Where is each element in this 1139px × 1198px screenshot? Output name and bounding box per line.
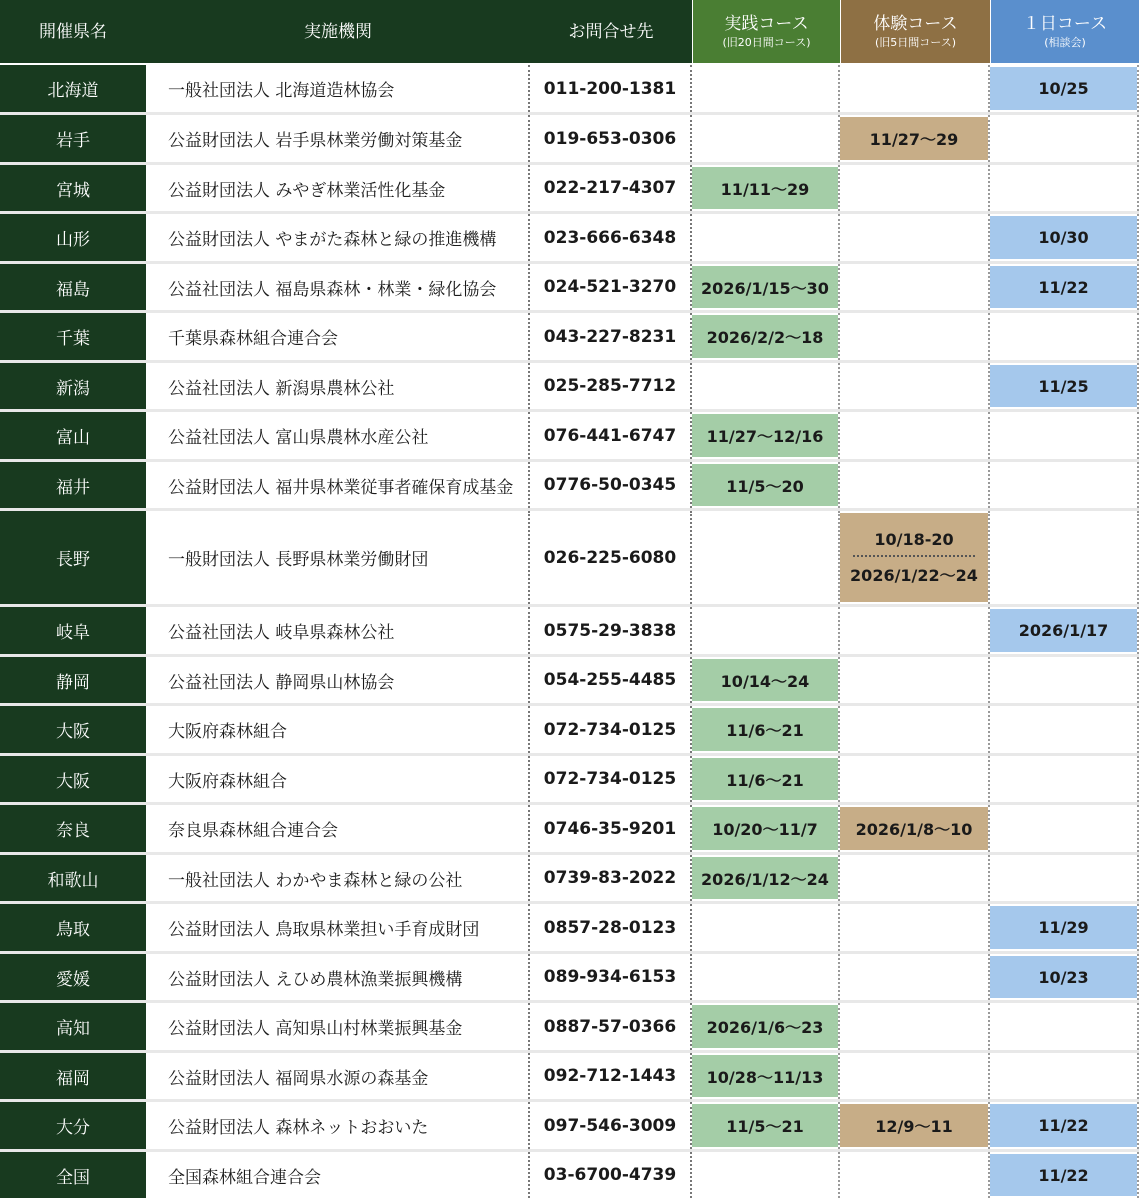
oneday-date: [990, 414, 1137, 457]
experience-cell: [840, 313, 990, 360]
practice-date-text: 10/14〜24: [720, 671, 810, 691]
tel-cell: 0776-50-0345: [530, 462, 692, 508]
oneday-cell: [990, 657, 1139, 703]
experience-cell: [840, 214, 990, 261]
table-row: [0, 1152, 1139, 1198]
experience-date: [840, 708, 988, 751]
oneday-date: [990, 807, 1137, 850]
table-header: [0, 0, 1139, 63]
table-row: [0, 607, 1139, 657]
practice-cell: [692, 412, 840, 459]
oneday-date: [990, 758, 1137, 800]
practice-cell: [692, 706, 840, 753]
table-row: [0, 756, 1139, 805]
oneday-cell: [990, 756, 1139, 802]
tel-cell: 0746-35-9201: [530, 805, 692, 852]
experience-date: [840, 659, 988, 701]
practice-date: [692, 414, 838, 457]
experience-date: [840, 1154, 988, 1196]
oneday-date: [990, 266, 1137, 308]
pref-cell: 高知: [0, 1003, 146, 1050]
experience-date: [840, 117, 988, 160]
practice-date-text: 2026/1/15〜30: [701, 278, 829, 298]
table-row: [0, 462, 1139, 511]
tel-cell: 0857-28-0123: [530, 904, 692, 951]
experience-date: [840, 216, 988, 259]
org-cell: 公益財団法人 やまがた森林と緑の推進機構: [146, 214, 530, 261]
practice-date: [692, 365, 838, 407]
practice-cell: [692, 607, 840, 654]
practice-date: [692, 216, 838, 259]
tel-cell: 03-6700-4739: [530, 1152, 692, 1198]
oneday-date: [990, 117, 1137, 160]
pref-cell: 宮城: [0, 165, 146, 211]
oneday-cell: [990, 115, 1139, 162]
date-divider: [853, 555, 974, 557]
pref-cell: 千葉: [0, 313, 146, 360]
tel-cell: 022-217-4307: [530, 165, 692, 211]
practice-cell: [692, 264, 840, 310]
pref-cell: 鳥取: [0, 904, 146, 951]
experience-cell: [840, 904, 990, 951]
pref-cell: 新潟: [0, 363, 146, 409]
oneday-date: [990, 1055, 1137, 1097]
tel-cell: 026-225-6080: [530, 511, 692, 604]
experience-cell: [840, 65, 990, 112]
oneday-date-text: 10/23: [1038, 967, 1089, 987]
practice-date-text: 11/27〜12/16: [706, 427, 824, 446]
oneday-date-text: 11/22: [1038, 1116, 1089, 1135]
tel-cell: 011-200-1381: [530, 65, 692, 112]
org-cell: 奈良県森林組合連合会: [146, 805, 530, 852]
tel-cell: 076-441-6747: [530, 412, 692, 459]
tel-cell: 024-521-3270: [530, 264, 692, 310]
org-cell: 大阪府森林組合: [146, 756, 530, 802]
table-row: [0, 855, 1139, 904]
practice-date: [692, 117, 838, 160]
pref-cell: 大分: [0, 1102, 146, 1149]
practice-date-text: 2026/2/2〜18: [706, 328, 824, 347]
header-tel: お問合せ先: [530, 0, 692, 63]
pref-cell: 大阪: [0, 706, 146, 753]
tel-cell: 0887-57-0366: [530, 1003, 692, 1050]
org-cell: 公益社団法人 静岡県山林協会: [146, 657, 530, 703]
oneday-cell: [990, 313, 1139, 360]
table-row: [0, 412, 1139, 462]
tel-cell: 072-734-0125: [530, 706, 692, 753]
practice-cell: [692, 805, 840, 852]
practice-date: [692, 67, 838, 110]
oneday-date: [990, 513, 1137, 602]
oneday-cell: [990, 412, 1139, 459]
table-row: [0, 264, 1139, 313]
pref-cell: 岐阜: [0, 607, 146, 654]
table-row: [0, 363, 1139, 412]
practice-date: [692, 758, 838, 800]
pref-cell: 大阪: [0, 756, 146, 802]
tel-cell: 092-712-1443: [530, 1053, 692, 1099]
oneday-cell: [990, 264, 1139, 310]
practice-cell: [692, 1152, 840, 1198]
practice-date-text: 2026/1/12〜24: [701, 869, 829, 889]
oneday-date-text: 11/29: [1038, 918, 1089, 937]
practice-date-text: 2026/1/6〜23: [706, 1018, 824, 1037]
practice-cell: [692, 313, 840, 360]
practice-cell: [692, 1053, 840, 1099]
pref-cell: 和歌山: [0, 855, 146, 901]
experience-date: [840, 513, 988, 602]
practice-date: [692, 1005, 838, 1048]
experience-date: [840, 758, 988, 800]
oneday-date: [990, 708, 1137, 751]
oneday-date-text: 11/25: [1038, 376, 1089, 396]
oneday-cell: [990, 214, 1139, 261]
pref-cell: 岩手: [0, 115, 146, 162]
experience-cell: [840, 1102, 990, 1149]
table-row: [0, 165, 1139, 214]
org-cell: 公益財団法人 みやぎ林業活性化基金: [146, 165, 530, 211]
experience-cell: [840, 657, 990, 703]
experience-date-text: 11/27〜29: [869, 130, 959, 149]
practice-cell: [692, 462, 840, 508]
oneday-date: [990, 609, 1137, 652]
pref-cell: 奈良: [0, 805, 146, 852]
pref-cell: 北海道: [0, 65, 146, 112]
oneday-date: [990, 365, 1137, 407]
experience-cell: [840, 1053, 990, 1099]
practice-date: [692, 956, 838, 998]
practice-cell: [692, 1003, 840, 1050]
pref-cell: 福島: [0, 264, 146, 310]
experience-date: [840, 266, 988, 308]
oneday-date: [990, 1104, 1137, 1147]
pref-cell: 富山: [0, 412, 146, 459]
oneday-cell: [990, 706, 1139, 753]
practice-cell: [692, 756, 840, 802]
header-practice: 実践コース (旧20日間コース): [692, 0, 840, 63]
experience-date-text: 2026/1/8〜10: [855, 820, 973, 839]
pref-cell: 山形: [0, 214, 146, 261]
table-row: [0, 65, 1139, 115]
experience-date: [840, 1005, 988, 1048]
practice-date: [692, 807, 838, 850]
oneday-cell: [990, 363, 1139, 409]
pref-cell: 全国: [0, 1152, 146, 1198]
experience-date: [840, 414, 988, 457]
oneday-cell: [990, 1003, 1139, 1050]
table-body: [0, 63, 1139, 1198]
practice-date: [692, 315, 838, 358]
experience-date: [840, 956, 988, 998]
practice-date-text: 11/6〜21: [726, 770, 804, 790]
tel-cell: 0739-83-2022: [530, 855, 692, 901]
org-cell: 一般社団法人 わかやま森林と緑の公社: [146, 855, 530, 901]
experience-date: [840, 906, 988, 949]
practice-cell: [692, 165, 840, 211]
table-row: [0, 511, 1139, 607]
org-cell: 公益社団法人 岐阜県森林公社: [146, 607, 530, 654]
practice-date: [692, 609, 838, 652]
practice-cell: [692, 904, 840, 951]
experience-cell: [840, 1152, 990, 1198]
pref-cell: 静岡: [0, 657, 146, 703]
experience-cell: [840, 706, 990, 753]
oneday-cell: [990, 1152, 1139, 1198]
org-cell: 公益財団法人 えひめ農林漁業振興機構: [146, 954, 530, 1000]
experience-cell: [840, 805, 990, 852]
oneday-date-text: 2026/1/17: [1018, 621, 1109, 640]
org-cell: 公益財団法人 鳥取県林業担い手育成財団: [146, 904, 530, 951]
practice-date: [692, 266, 838, 308]
header-experience: 体験コース (旧5日間コース): [840, 0, 990, 63]
tel-cell: 043-227-8231: [530, 313, 692, 360]
experience-cell: [840, 954, 990, 1000]
org-cell: 公益財団法人 森林ネットおおいた: [146, 1102, 530, 1149]
org-cell: 一般社団法人 北海道造林協会: [146, 65, 530, 112]
practice-date: [692, 1154, 838, 1196]
org-cell: 公益社団法人 富山県農林水産公社: [146, 412, 530, 459]
oneday-date: [990, 315, 1137, 358]
oneday-date: [990, 1154, 1137, 1196]
experience-date: [840, 315, 988, 358]
experience-date-text: 12/9〜11: [875, 1117, 953, 1136]
org-cell: 公益社団法人 福島県森林・林業・緑化協会: [146, 264, 530, 310]
table-row: [0, 954, 1139, 1003]
org-cell: 公益財団法人 高知県山村林業振興基金: [146, 1003, 530, 1050]
practice-cell: [692, 115, 840, 162]
org-cell: 公益財団法人 福岡県水源の森基金: [146, 1053, 530, 1099]
tel-cell: 089-934-6153: [530, 954, 692, 1000]
table-row: [0, 115, 1139, 165]
oneday-date: [990, 956, 1137, 998]
org-cell: 千葉県森林組合連合会: [146, 313, 530, 360]
experience-cell: [840, 511, 990, 604]
pref-cell: 愛媛: [0, 954, 146, 1000]
tel-cell: 023-666-6348: [530, 214, 692, 261]
experience-date: [840, 1055, 988, 1097]
table-row: [0, 1003, 1139, 1053]
experience-date: [840, 857, 988, 899]
header-oneday: １日コース (相談会): [990, 0, 1139, 63]
table-row: [0, 1102, 1139, 1152]
oneday-cell: [990, 607, 1139, 654]
experience-cell: [840, 462, 990, 508]
pref-cell: 長野: [0, 511, 146, 604]
practice-date: [692, 167, 838, 209]
oneday-cell: [990, 511, 1139, 604]
oneday-cell: [990, 805, 1139, 852]
oneday-date: [990, 167, 1137, 209]
experience-cell: [840, 412, 990, 459]
practice-date: [692, 513, 838, 602]
header-pref: 開催県名: [0, 0, 146, 63]
tel-cell: 0575-29-3838: [530, 607, 692, 654]
practice-date-text: 11/5〜21: [726, 1117, 804, 1136]
oneday-date: [990, 216, 1137, 259]
table-row: [0, 706, 1139, 756]
experience-date: [840, 464, 988, 506]
practice-date: [692, 659, 838, 701]
oneday-cell: [990, 855, 1139, 901]
tel-cell: 025-285-7712: [530, 363, 692, 409]
org-cell: 公益社団法人 新潟県農林公社: [146, 363, 530, 409]
pref-cell: 福岡: [0, 1053, 146, 1099]
oneday-cell: [990, 954, 1139, 1000]
experience-date: [840, 1104, 988, 1147]
oneday-date: [990, 906, 1137, 949]
experience-date-text-2: 2026/1/22〜24: [850, 565, 978, 585]
practice-date: [692, 464, 838, 506]
tel-cell: 054-255-4485: [530, 657, 692, 703]
org-cell: 全国森林組合連合会: [146, 1152, 530, 1198]
experience-cell: [840, 1003, 990, 1050]
practice-date: [692, 1055, 838, 1097]
practice-cell: [692, 214, 840, 261]
oneday-date: [990, 659, 1137, 701]
experience-cell: [840, 115, 990, 162]
practice-cell: [692, 363, 840, 409]
org-cell: 大阪府森林組合: [146, 706, 530, 753]
oneday-cell: [990, 65, 1139, 112]
experience-date: [840, 609, 988, 652]
oneday-cell: [990, 1102, 1139, 1149]
experience-date: [840, 365, 988, 407]
oneday-cell: [990, 904, 1139, 951]
table-row: [0, 904, 1139, 954]
org-cell: 公益財団法人 福井県林業従事者確保育成基金: [146, 462, 530, 508]
tel-cell: 019-653-0306: [530, 115, 692, 162]
experience-cell: [840, 363, 990, 409]
practice-date: [692, 1104, 838, 1147]
experience-date: [840, 67, 988, 110]
oneday-cell: [990, 165, 1139, 211]
experience-cell: [840, 756, 990, 802]
practice-cell: [692, 1102, 840, 1149]
org-cell: 一般財団法人 長野県林業労働財団: [146, 511, 530, 604]
experience-cell: [840, 855, 990, 901]
practice-date-text: 10/20〜11/7: [712, 820, 818, 839]
oneday-date-text: 11/22: [1038, 1165, 1089, 1185]
tel-cell: 072-734-0125: [530, 756, 692, 802]
oneday-date: [990, 464, 1137, 506]
practice-cell: [692, 855, 840, 901]
experience-date: [840, 167, 988, 209]
oneday-cell: [990, 462, 1139, 508]
practice-cell: [692, 954, 840, 1000]
org-cell: 公益財団法人 岩手県林業労働対策基金: [146, 115, 530, 162]
tel-cell: 097-546-3009: [530, 1102, 692, 1149]
experience-date-text: 10/18-20: [874, 529, 954, 549]
practice-date-text: 11/5〜20: [726, 476, 804, 496]
practice-date-text: 11/11〜29: [720, 179, 810, 199]
table-row: [0, 313, 1139, 363]
practice-date: [692, 857, 838, 899]
table-row: [0, 805, 1139, 855]
practice-cell: [692, 65, 840, 112]
experience-cell: [840, 165, 990, 211]
oneday-date-text: 10/30: [1038, 228, 1089, 247]
oneday-date: [990, 857, 1137, 899]
table-row: [0, 1053, 1139, 1102]
header-org: 実施機関: [146, 0, 530, 63]
practice-date-text: 10/28〜11/13: [706, 1067, 824, 1087]
practice-date: [692, 906, 838, 949]
pref-cell: 福井: [0, 462, 146, 508]
practice-date: [692, 708, 838, 751]
oneday-date: [990, 1005, 1137, 1048]
experience-cell: [840, 607, 990, 654]
practice-cell: [692, 511, 840, 604]
practice-cell: [692, 657, 840, 703]
experience-date: [840, 807, 988, 850]
table-row: [0, 657, 1139, 706]
oneday-cell: [990, 1053, 1139, 1099]
oneday-date-text: 10/25: [1038, 79, 1089, 98]
oneday-date-text: 11/22: [1038, 277, 1089, 297]
practice-date-text: 11/6〜21: [726, 721, 804, 740]
table-row: [0, 214, 1139, 264]
experience-cell: [840, 264, 990, 310]
oneday-date: [990, 67, 1137, 110]
